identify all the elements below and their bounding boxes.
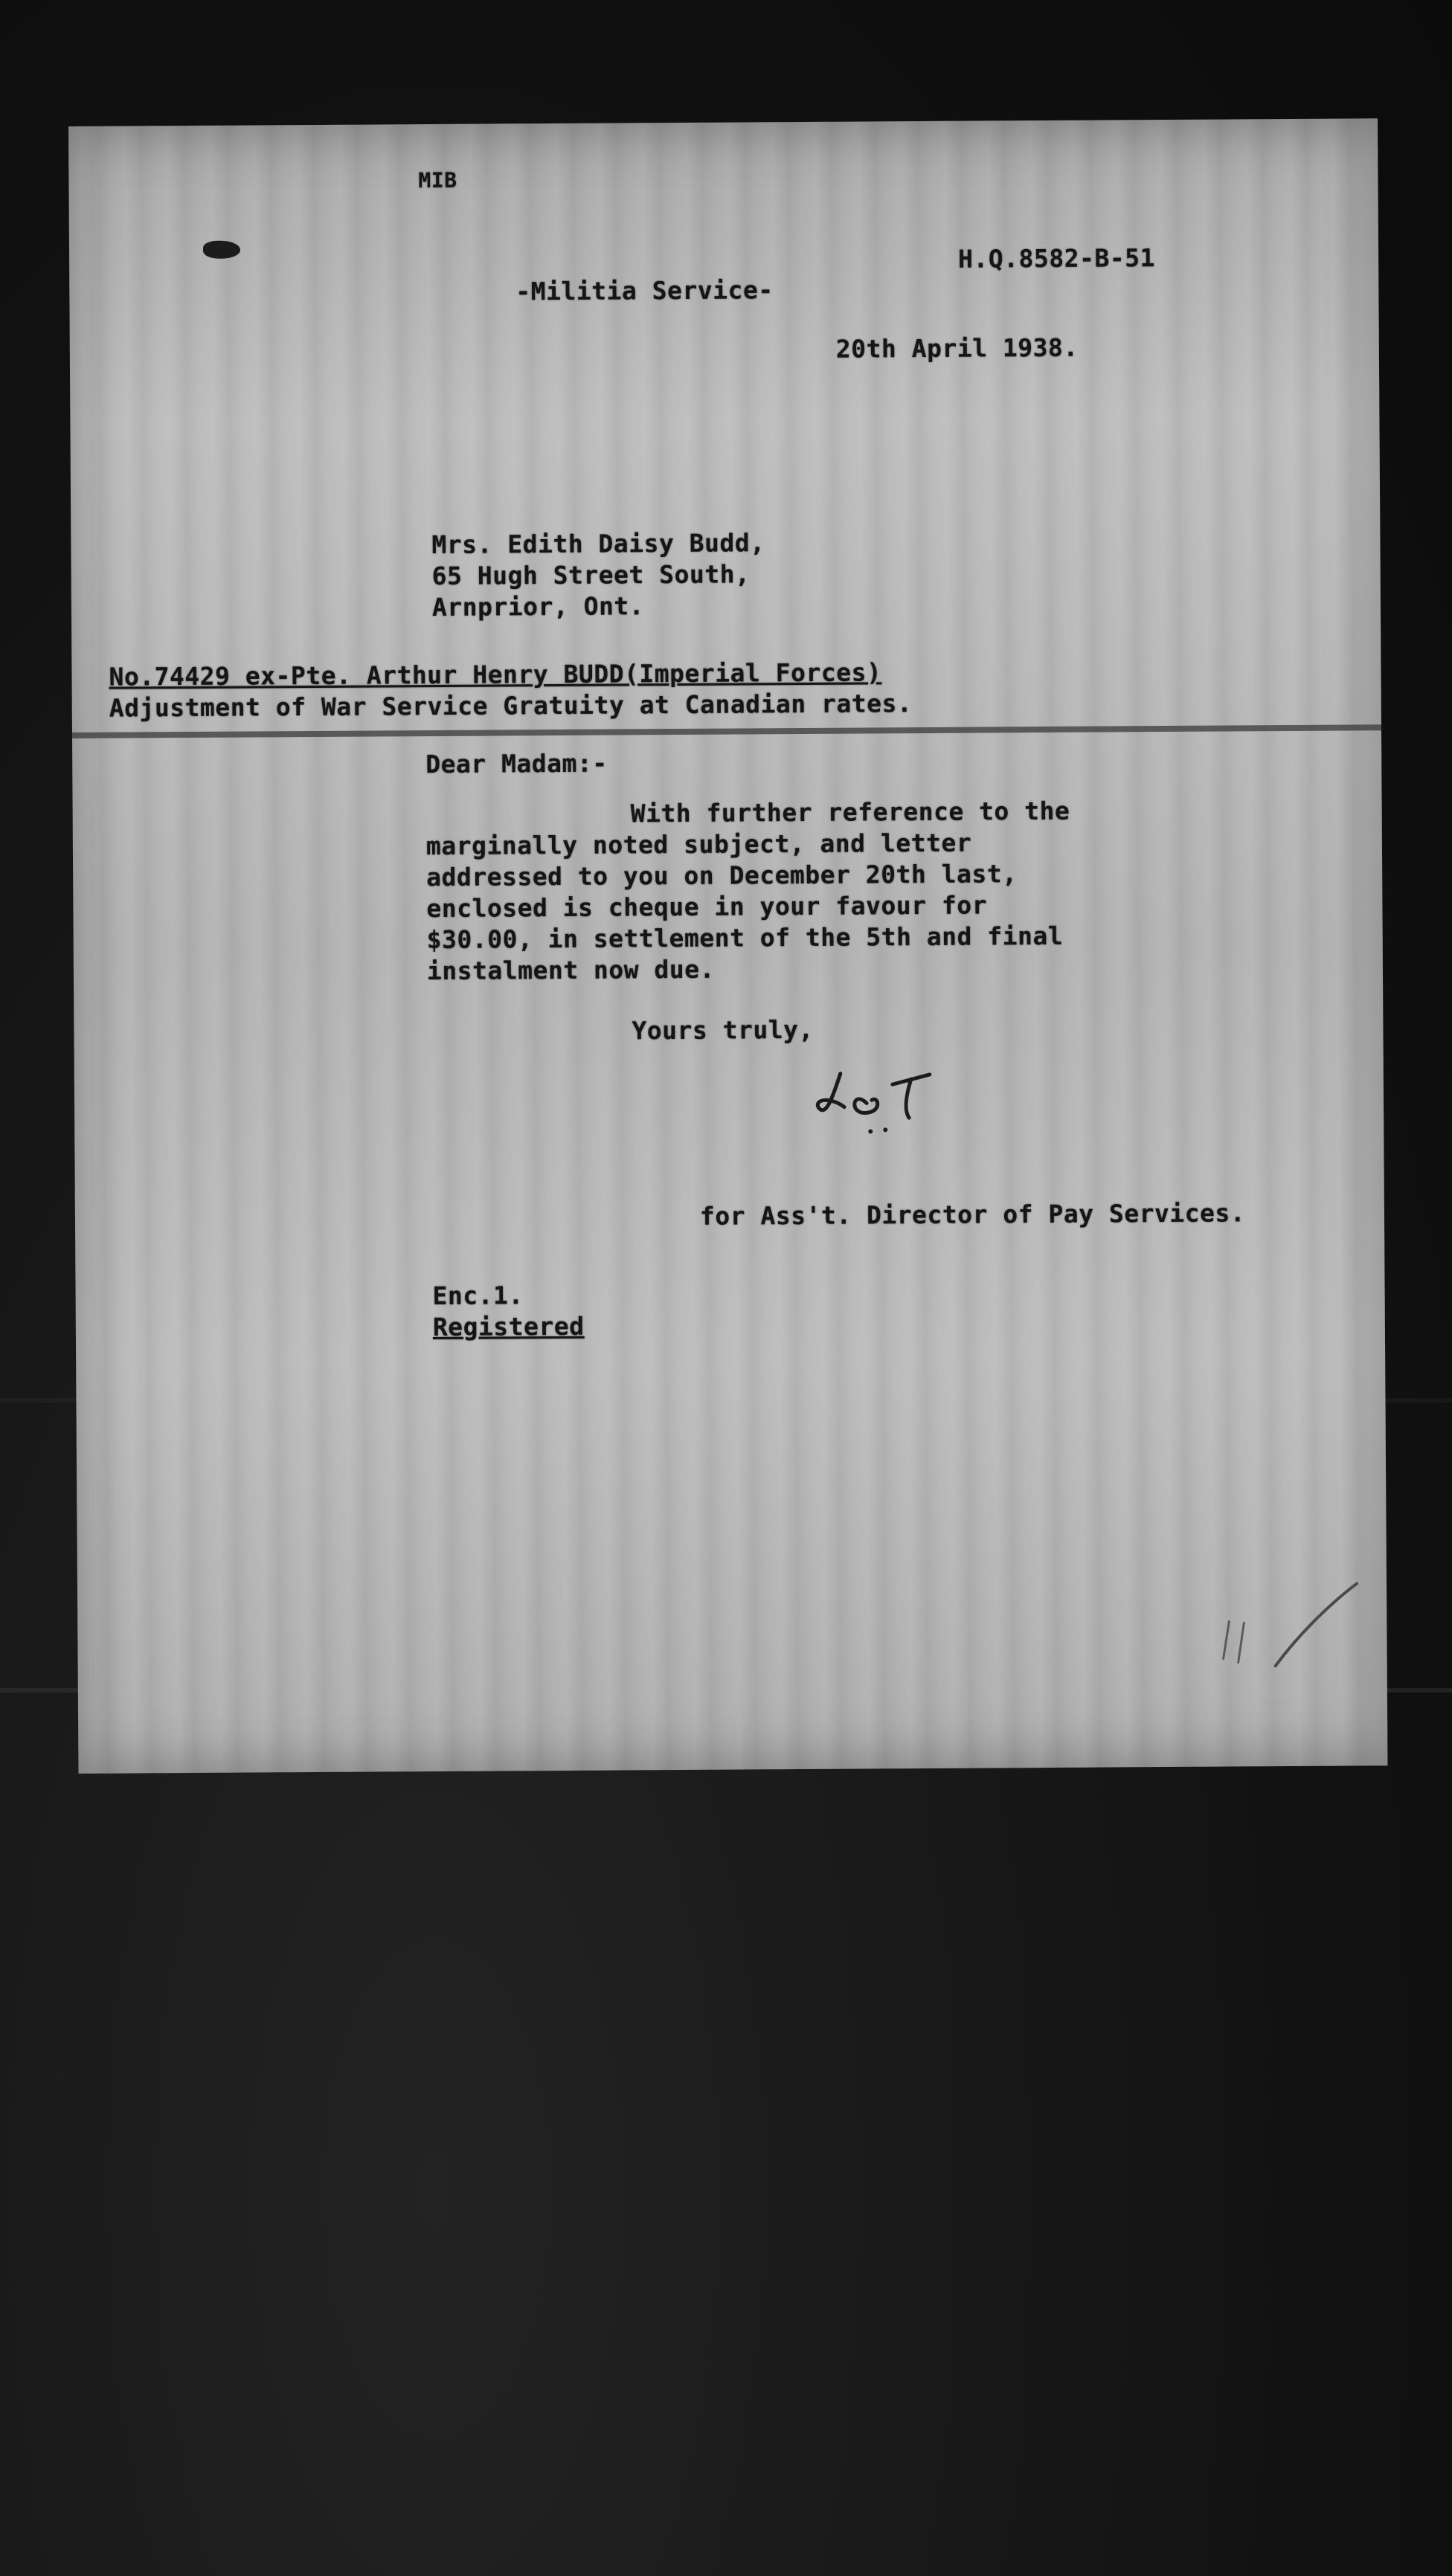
file-initials: MIB bbox=[418, 167, 457, 193]
body-line: $30.00, in settlement of the 5th and final bbox=[426, 921, 1064, 955]
registered-mail-note: Registered bbox=[432, 1311, 585, 1342]
body-line: enclosed is cheque in your favour for bbox=[426, 890, 988, 924]
subject-line-service-number: No.74429 ex-Pte. Arthur Henry BUDD(Imperial Forces) bbox=[109, 657, 882, 692]
signature-title: for Ass't. Director of Pay Services. bbox=[699, 1198, 1246, 1231]
body-line: instalment now due. bbox=[426, 954, 716, 986]
addressee-city: Arnprior, Ont. bbox=[431, 591, 645, 622]
department-heading: -Militia Service- bbox=[515, 275, 774, 306]
pencil-annotation-mark bbox=[1208, 1576, 1387, 1688]
horizontal-rule bbox=[72, 724, 1381, 738]
body-line: With further reference to the bbox=[630, 796, 1070, 828]
ink-blot-mark bbox=[203, 241, 240, 259]
body-line: marginally noted subject, and letter bbox=[425, 828, 972, 861]
addressee-name: Mrs. Edith Daisy Budd, bbox=[431, 528, 765, 560]
enclosure-note: Enc.1. bbox=[432, 1281, 524, 1311]
closing: Yours truly, bbox=[632, 1014, 814, 1046]
addressee-street: 65 Hugh Street South, bbox=[431, 559, 751, 591]
handwritten-signature bbox=[811, 1043, 960, 1141]
salutation: Dear Madam:- bbox=[425, 748, 608, 779]
body-line: addressed to you on December 20th last, bbox=[426, 859, 1018, 892]
letter-date: 20th April 1938. bbox=[835, 332, 1079, 364]
letter-page bbox=[68, 118, 1387, 1774]
file-reference: H.Q.8582-B-51 bbox=[957, 243, 1156, 274]
subject-line-description: Adjustment of War Service Gratuity at Canadian rates. bbox=[109, 689, 913, 723]
